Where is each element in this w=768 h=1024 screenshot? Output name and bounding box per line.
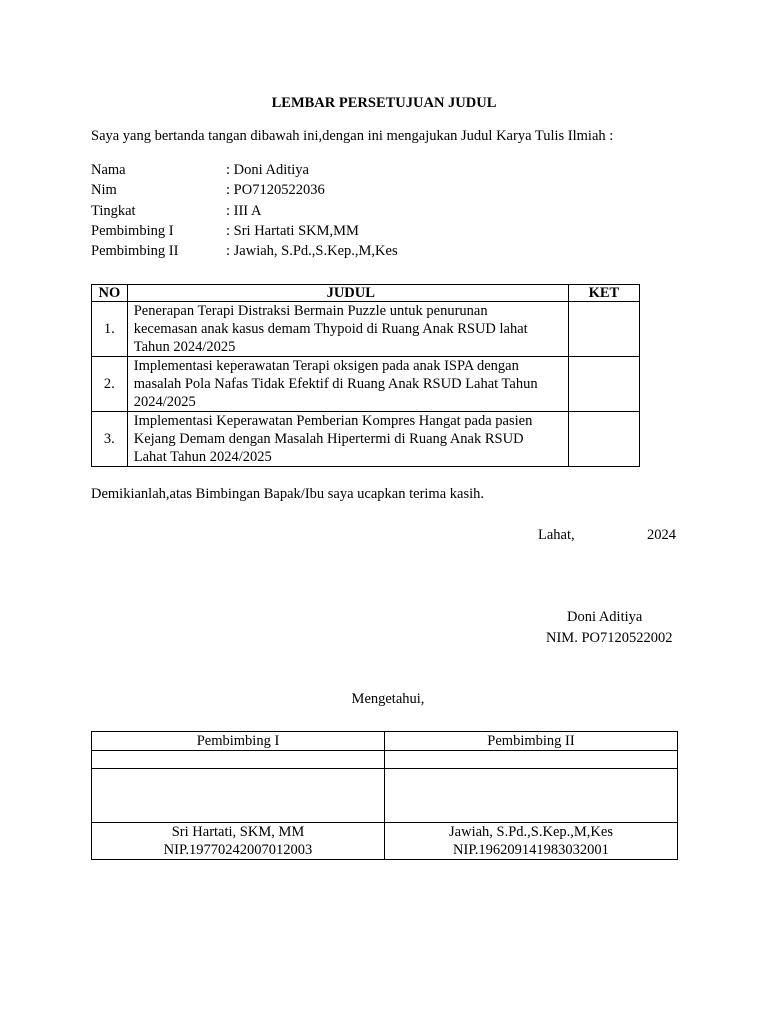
judul-line: Penerapan Terapi Distraksi Bermain Puzzle untuk penurunan: [133, 303, 488, 319]
blank-cell: [385, 751, 678, 769]
signature-cell: [92, 769, 385, 823]
advisor-signature-row: [92, 769, 678, 823]
identity-value: : Doni Aditiya: [226, 162, 309, 178]
table-row: [92, 357, 640, 412]
advisor-1-name: Sri Hartati, SKM, MM: [171, 824, 305, 840]
advisor-signature-table: [91, 731, 678, 860]
judul-line: Implementasi Keperawatan Pemberian Kompres Hangat pada pasien: [133, 413, 533, 429]
judul-line: Lahat Tahun 2024/2025: [133, 449, 272, 465]
identity-label: Pembimbing I: [91, 223, 174, 239]
identity-value: : Jawiah, S.Pd.,S.Kep.,M,Kes: [226, 243, 398, 259]
judul-line: 2024/2025: [133, 394, 196, 410]
judul-line: kecemasan anak kasus demam Thypoid di Ruang Anak RSUD lahat: [133, 321, 528, 337]
identity-row-pembimbing-1: [91, 222, 491, 242]
row-judul: [127, 302, 568, 357]
header-judul: JUDUL: [127, 285, 568, 302]
row-ket: [568, 357, 639, 412]
advisor-2-header: Pembimbing II: [385, 732, 678, 751]
identity-value: : Sri Hartati SKM,MM: [226, 223, 359, 239]
signature-cell: [385, 769, 678, 823]
row-number: 1.: [92, 302, 128, 357]
identity-label: Pembimbing II: [91, 243, 179, 259]
advisor-2-info: [385, 823, 678, 860]
place-label: Lahat,: [538, 527, 575, 543]
document-title: LEMBAR PERSETUJUAN JUDUL: [271, 95, 497, 111]
year-label: 2024: [647, 527, 676, 543]
advisor-name-row: [92, 823, 678, 860]
identity-label: Nim: [91, 182, 117, 198]
identity-label: Tingkat: [91, 203, 136, 219]
advisor-2-nip: NIP.196209141983032001: [453, 842, 609, 858]
table-row: [92, 302, 640, 357]
intro-text: Saya yang bertanda tangan dibawah ini,dengan ini mengajukan Judul Karya Tulis Ilmiah :: [91, 128, 614, 144]
advisor-blank-row: [92, 751, 678, 769]
blank-cell: [92, 751, 385, 769]
advisor-1-nip: NIP.19770242007012003: [163, 842, 313, 858]
header-ket: KET: [568, 285, 639, 302]
advisor-header-row: [92, 732, 678, 751]
judul-line: masalah Pola Nafas Tidak Efektif di Ruang Anak RSUD Lahat Tahun: [133, 376, 538, 392]
identity-row-tingkat: [91, 202, 491, 222]
identity-row-nim: [91, 181, 491, 201]
row-judul: [127, 357, 568, 412]
signer-name: Doni Aditiya: [567, 609, 643, 625]
table-row: [92, 412, 640, 467]
row-number: 3.: [92, 412, 128, 467]
identity-label: Nama: [91, 162, 126, 178]
judul-table: [91, 284, 640, 467]
row-ket: [568, 302, 639, 357]
signer-nim: NIM. PO7120522002: [546, 630, 673, 646]
judul-line: Implementasi keperawatan Terapi oksigen pada anak ISPA dengan: [133, 358, 519, 374]
row-number: 2.: [92, 357, 128, 412]
identity-row-pembimbing-2: [91, 242, 491, 262]
identity-value: : III A: [226, 203, 262, 219]
advisor-1-info: [92, 823, 385, 860]
judul-table-header-row: [92, 285, 640, 302]
identity-row-name: [91, 161, 491, 181]
advisor-1-header: Pembimbing I: [92, 732, 385, 751]
judul-line: Kejang Demam dengan Masalah Hipertermi di Ruang Anak RSUD: [133, 431, 524, 447]
identity-value: : PO7120522036: [226, 182, 325, 198]
closing-text: Demikianlah,atas Bimbingan Bapak/Ibu saya ucapkan terima kasih.: [91, 486, 484, 502]
acknowledged-label: Mengetahui,: [351, 691, 425, 707]
row-judul: [127, 412, 568, 467]
judul-line: Tahun 2024/2025: [133, 339, 236, 355]
advisor-2-name: Jawiah, S.Pd.,S.Kep.,M,Kes: [449, 824, 613, 840]
row-ket: [568, 412, 639, 467]
header-no: NO: [92, 285, 128, 302]
